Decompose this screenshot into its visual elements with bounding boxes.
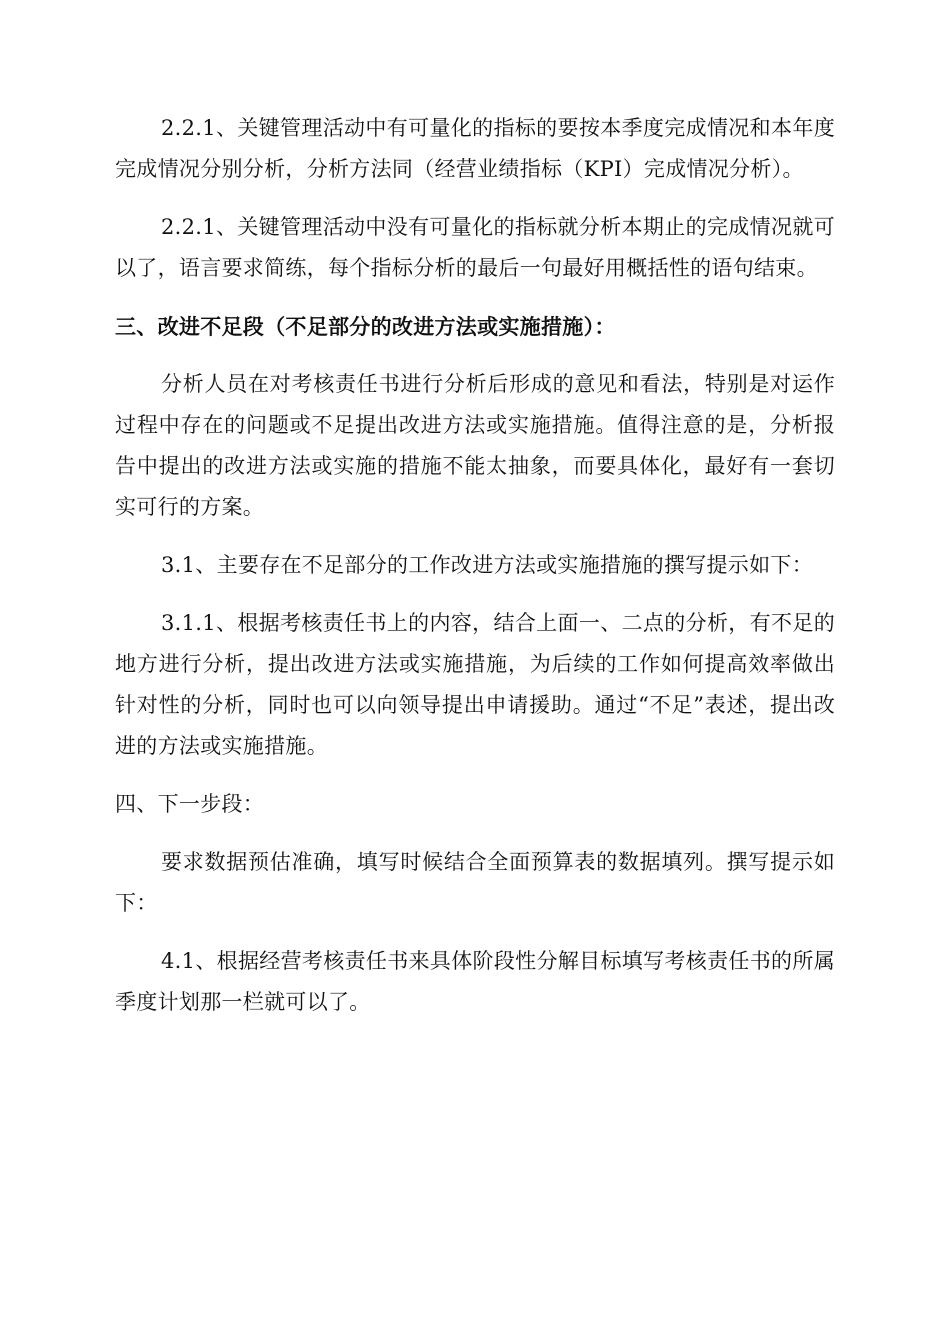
paragraph-3-1-1: 3.1.1、根据考核责任书上的内容，结合上面一、二点的分析，有不足的地方进行分析，提出改进方法或实施措施，为后续的工作如何提高效率做出针对性的分析，同时也可以向领导提出申请援助。通过“不足”表述，提出改进的方法或实施措施。 (115, 611, 835, 758)
paragraph-2-2-1-non-quantifiable: 2.2.1、关键管理活动中没有可量化的指标就分析本期止的完成情况就可以了，语言要求简练，每个指标分析的最后一句最好用概括性的语句结束。 (115, 215, 835, 280)
paragraph-2-2-1-quantifiable: 2.2.1、关键管理活动中有可量化的指标的要按本季度完成情况和本年度完成情况分别分析，分析方法同（经营业绩指标（KPI）完成情况分析）。 (115, 116, 835, 181)
paragraph-3-1: 3.1、主要存在不足部分的工作改进方法或实施措施的撰写提示如下： (161, 553, 813, 577)
section-heading-4: 四、下一步段： (115, 792, 265, 816)
document-page (115, 108, 835, 1023)
paragraph-section-3-intro: 分析人员在对考核责任书进行分析后形成的意见和看法，特别是对运作过程中存在的问题或不足提出改进方法或实施措施。值得注意的是，分析报告中提出的改进方法或实施的措施不能太抽象，而要具体化，最好有一套切实可行的方案。 (115, 372, 835, 519)
paragraph-4-1: 4.1、根据经营考核责任书来具体阶段性分解目标填写考核责任书的所属季度计划那一栏就可以了。 (115, 949, 835, 1014)
paragraph-section-4-intro: 要求数据预估准确，填写时候结合全面预算表的数据填列。撰写提示如下： (115, 850, 835, 915)
section-heading-3: 三、改进不足段（不足部分的改进方法或实施措施）： (115, 314, 616, 339)
